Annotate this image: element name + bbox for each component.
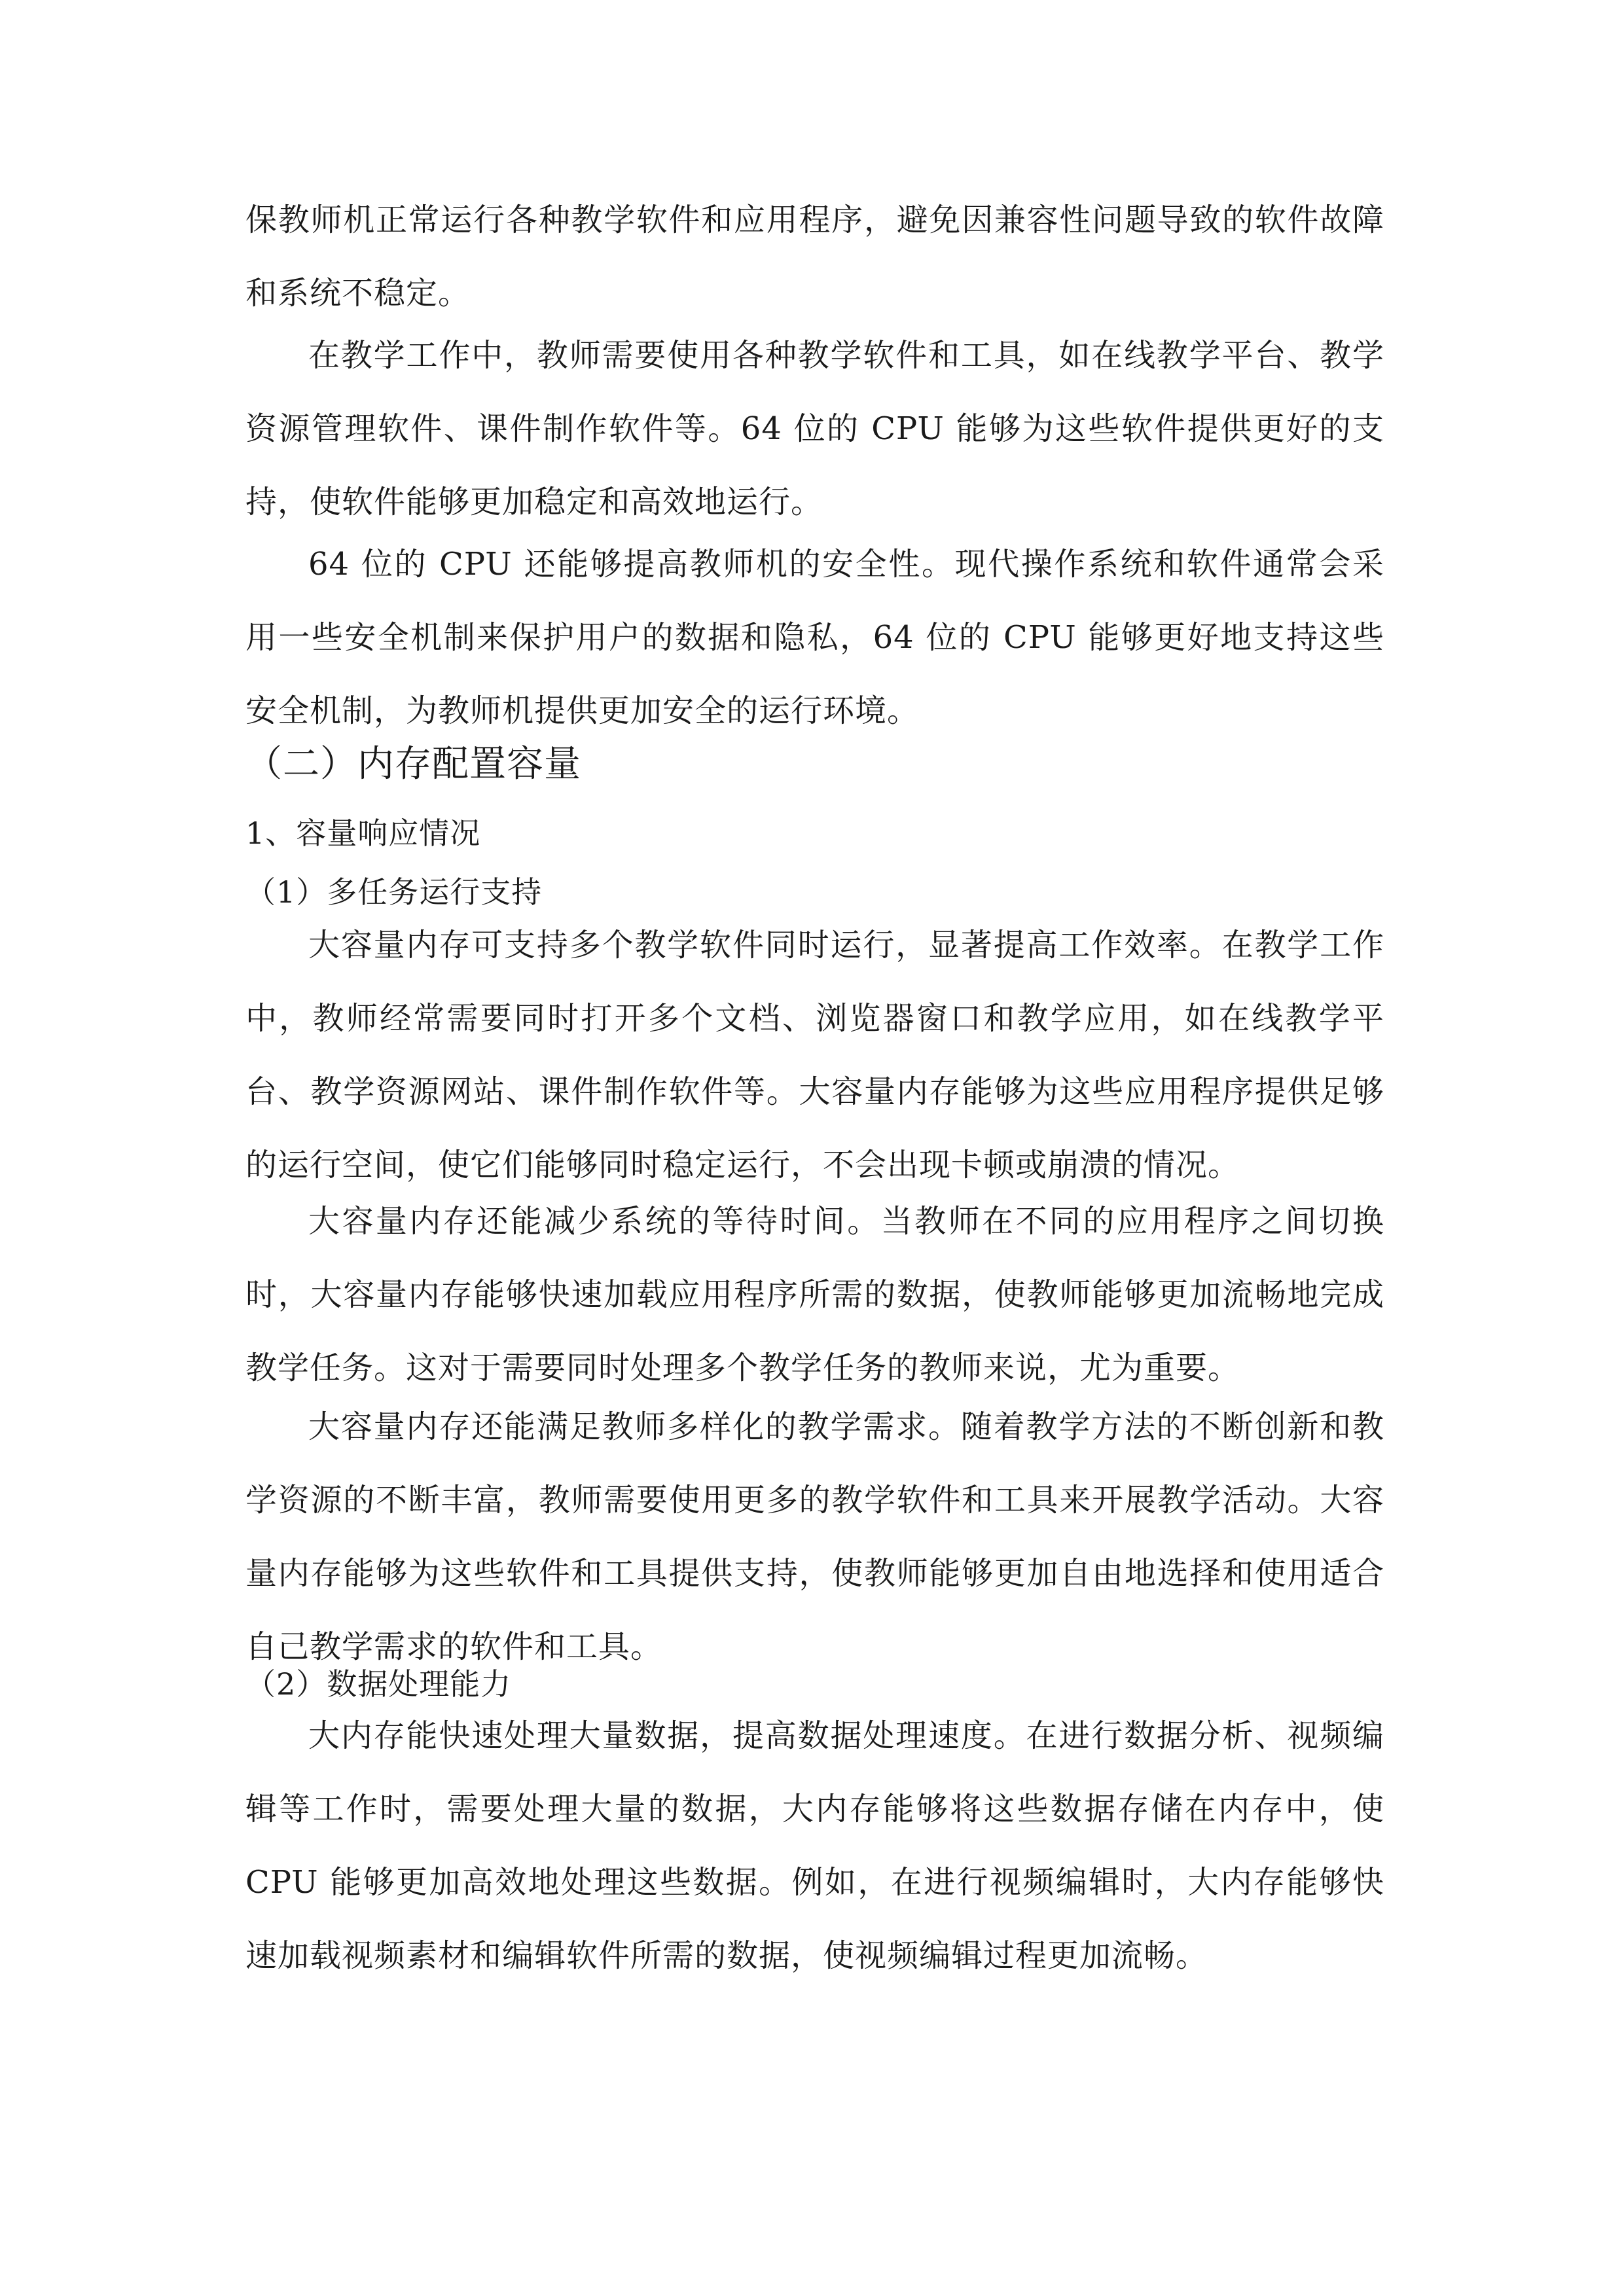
- paragraph-diverse-teaching-needs: 大容量内存还能满足教师多样化的教学需求。随着教学方法的不断创新和教学资源的不断丰富，教师需要使用更多的教学软件和工具来开展教学活动。大容量内存能够为这些软件和工具提供支持，使教师能够更加自由地选择和使用适合自己教学需求的软件和工具。: [245, 1408, 1384, 1665]
- paragraph-teaching-software: 在教学工作中，教师需要使用各种教学软件和工具，如在线教学平台、教学资源管理软件、课件制作软件等。64 位的 CPU 能够为这些软件提供更好的支持，使软件能够更加稳定和高效地运行。: [245, 337, 1384, 520]
- item-heading-data-processing: （2）数据处理能力: [245, 1666, 512, 1702]
- subsection-heading-capacity-response: 1、容量响应情况: [245, 816, 481, 851]
- item-heading-multitask-support: （1）多任务运行支持: [245, 874, 543, 910]
- paragraph-multitask-efficiency: 大容量内存可支持多个教学软件同时运行，显著提高工作效率。在教学工作中，教师经常需要同时打开多个文档、浏览器窗口和教学应用，如在线教学平台、教学资源网站、课件制作软件等。大容量内存能够为这些应用程序提供足够的运行空间，使它们能够同时稳定运行，不会出现卡顿或崩溃的情况。: [245, 927, 1384, 1183]
- continued-paragraph: 保教师机正常运行各种教学软件和应用程序，避免因兼容性问题导致的软件故障和系统不稳定。: [245, 202, 1384, 312]
- paragraph-reduce-waiting-time: 大容量内存还能减少系统的等待时间。当教师在不同的应用程序之间切换时，大容量内存能够快速加载应用程序所需的数据，使教师能够更加流畅地完成教学任务。这对于需要同时处理多个教学任务的教师来说，尤为重要。: [245, 1203, 1384, 1386]
- section-heading-memory-capacity: （二）内存配置容量: [245, 743, 581, 785]
- paragraph-cpu-security: 64 位的 CPU 还能够提高教师机的安全性。现代操作系统和软件通常会采用一些安全机制来保护用户的数据和隐私，64 位的 CPU 能够更好地支持这些安全机制，为教师机提供更加安全的运行环境。: [245, 546, 1384, 729]
- paragraph-data-processing-speed: 大内存能快速处理大量数据，提高数据处理速度。在进行数据分析、视频编辑等工作时，需要处理大量的数据，大内存能够将这些数据存储在内存中，使 CPU 能够更加高效地处理这些数据。例如，在进行视频编辑时，大内存能够快速加载视频素材和编辑软件所需的数据，使视频编辑过程更加流畅。: [245, 1717, 1384, 1974]
